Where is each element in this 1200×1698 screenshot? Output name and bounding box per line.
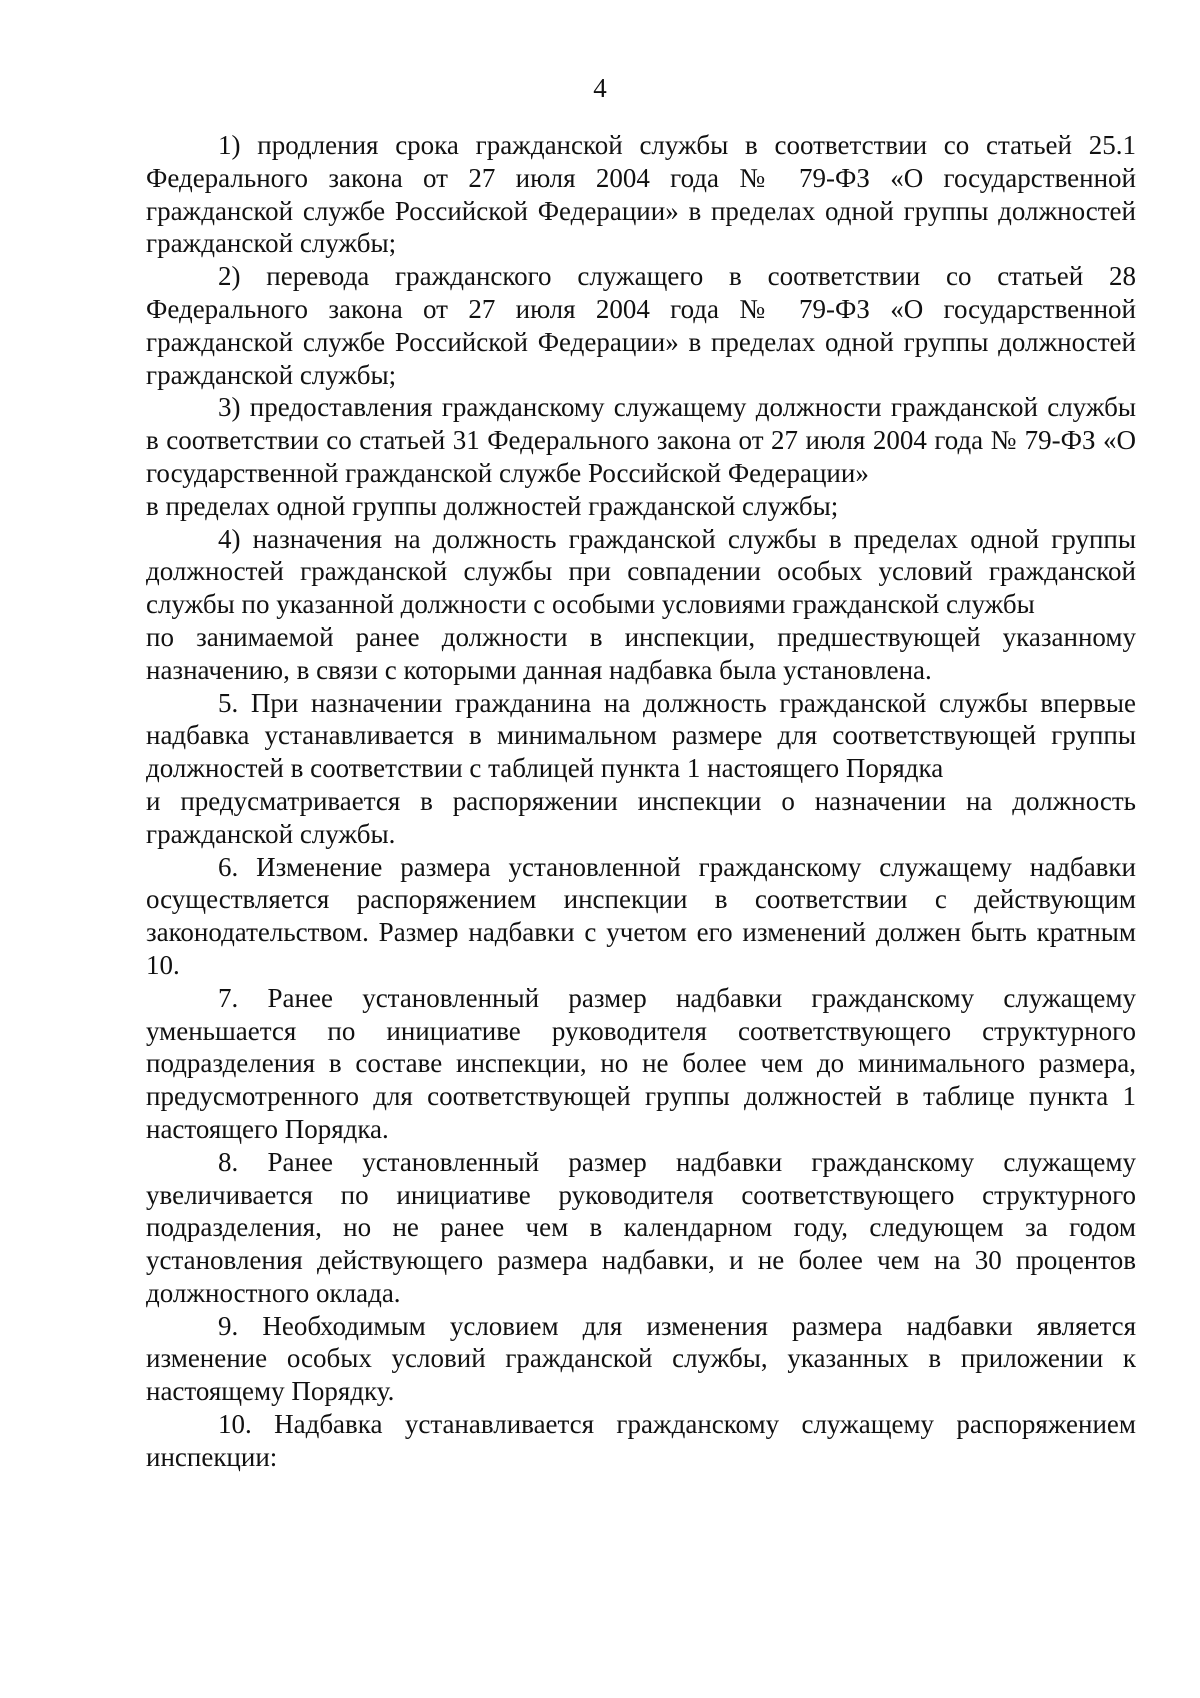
paragraph-item-4-continuation: по занимаемой ранее должности в инспекции, предшествующей указанному назначению, в связи с которыми данная надбавка была установлена. [146,621,1136,685]
paragraph-clause-8: 8. Ранее установленный размер надбавки гражданскому служащему увеличивается по инициативе руководителя соответствующего структурного подразделения, но не ранее чем в календарном году, следующем за годом установления действующего размера надбавки, и не более чем на 30 процентов должностного оклада. [146,1146,1136,1308]
paragraph-clause-6: 6. Изменение размера установленной гражданскому служащему надбавки осуществляется распоряжением инспекции в соответствии с действующим законодательством. Размер надбавки с учетом его изменений должен быть кратным 10. [146,851,1136,980]
paragraph-item-1-extension-of-service: 1) продления срока гражданской службы в соответствии со статьей 25.1 Федерального закона от 27 июля 2004 года № 79-ФЗ «О государственной гражданской службе Российской Федерации» в пределах одной группы должностей гражданской службы; [146,130,1136,259]
paragraph-clause-5: 5. При назначении гражданина на должность гражданской службы впервые надбавка устанавливается в минимальном размере для соответствующей группы должностей в соответствии с таблицей пункта 1 настоящего Порядка [146,687,1136,784]
paragraph-item-3-provision-of-position: 3) предоставления гражданскому служащему должности гражданской службы в соответствии со статьей 31 Федерального закона от 27 июля 2004 года № 79-ФЗ «О государственной гражданской службе Российской Федерации» [146,392,1136,488]
paragraph-clause-5-continuation: и предусматривается в распоряжении инспекции о назначении на должность гражданской службы. [146,785,1136,849]
paragraph-clause-7: 7. Ранее установленный размер надбавки гражданскому служащему уменьшается по инициативе руководителя соответствующего структурного подразделения в составе инспекции, но не более чем до минимального размера, предусмотренного для соответствующей группы должностей в таблице пункта 1 настоящего Порядка. [146,982,1136,1144]
paragraph-clause-9: 9. Необходимым условием для изменения размера надбавки является изменение особых условий гражданской службы, указанных в приложении к настоящему Порядку. [146,1310,1136,1407]
paragraph-clause-10: 10. Надбавка устанавливается гражданскому служащему распоряжением инспекции: [146,1409,1136,1472]
document-body [146,129,1136,1474]
paragraph-item-3-continuation: в пределах одной группы должностей гражданской службы; [146,490,839,521]
paragraph-item-4-appointment: 4) назначения на должность гражданской службы в пределах одной группы должностей гражданской службы при совпадении особых условий гражданской службы по указанной должности с особыми условиями гражданской службы [146,523,1136,620]
paragraph-item-2-transfer: 2) перевода гражданского служащего в соответствии со статьей 28 Федерального закона от 27 июля 2004 года № 79-ФЗ «О государственной гражданской службе Российской Федерации» в пределах одной группы должностей гражданской службы; [146,261,1136,390]
page-number: 4 [593,73,607,103]
